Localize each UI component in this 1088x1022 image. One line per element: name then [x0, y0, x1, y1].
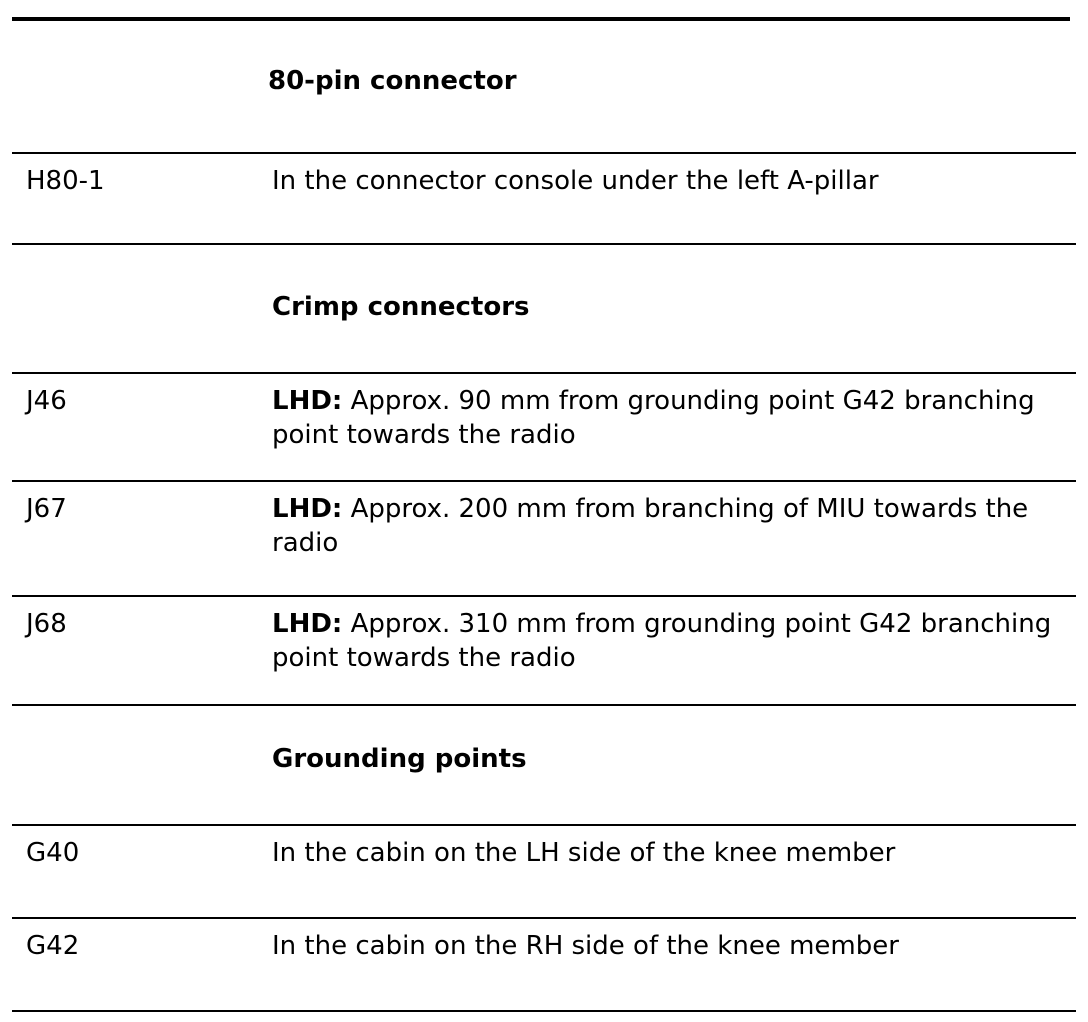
location-text: Approx. 310 mm from grounding point G42 branching point towards the radio [272, 609, 1052, 673]
connector-id-j46: J46 [26, 386, 67, 416]
row-divider [12, 917, 1076, 919]
location-text: In the cabin on the RH side of the knee member [272, 931, 899, 961]
lhd-label: LHD: [272, 386, 343, 416]
connector-location-j67 [272, 492, 1062, 560]
row-divider [12, 595, 1076, 597]
location-text: In the cabin on the LH side of the knee member [272, 838, 896, 868]
connector-location-g40 [272, 836, 1062, 870]
row-divider [12, 824, 1076, 826]
lhd-label: LHD: [272, 494, 343, 524]
connector-location-h80-1 [272, 164, 1062, 198]
row-divider [12, 704, 1076, 706]
row-divider [12, 480, 1076, 482]
connector-id-j68: J68 [26, 609, 67, 639]
table-bottom-rule [12, 1010, 1076, 1012]
connector-location-g42 [272, 929, 1062, 963]
row-divider [12, 152, 1076, 154]
connector-id-g40: G40 [26, 838, 80, 868]
connector-location-j68 [272, 607, 1062, 675]
location-text: Approx. 200 mm from branching of MIU towards the radio [272, 494, 1029, 558]
row-divider [12, 372, 1076, 374]
connector-id-j67: J67 [26, 494, 67, 524]
location-text: Approx. 90 mm from grounding point G42 branching point towards the radio [272, 386, 1035, 450]
connector-id-g42: G42 [26, 931, 80, 961]
lhd-label: LHD: [272, 609, 343, 639]
section-heading-80-pin: 80-pin connector [268, 66, 517, 96]
connector-location-j46 [272, 384, 1062, 452]
table-top-rule [12, 17, 1070, 21]
location-text: In the connector console under the left A-pillar [272, 166, 879, 196]
section-heading-grounding: Grounding points [272, 744, 527, 774]
section-heading-crimp: Crimp connectors [272, 292, 530, 322]
connector-id-h80-1: H80-1 [26, 166, 105, 196]
row-divider [12, 243, 1076, 245]
